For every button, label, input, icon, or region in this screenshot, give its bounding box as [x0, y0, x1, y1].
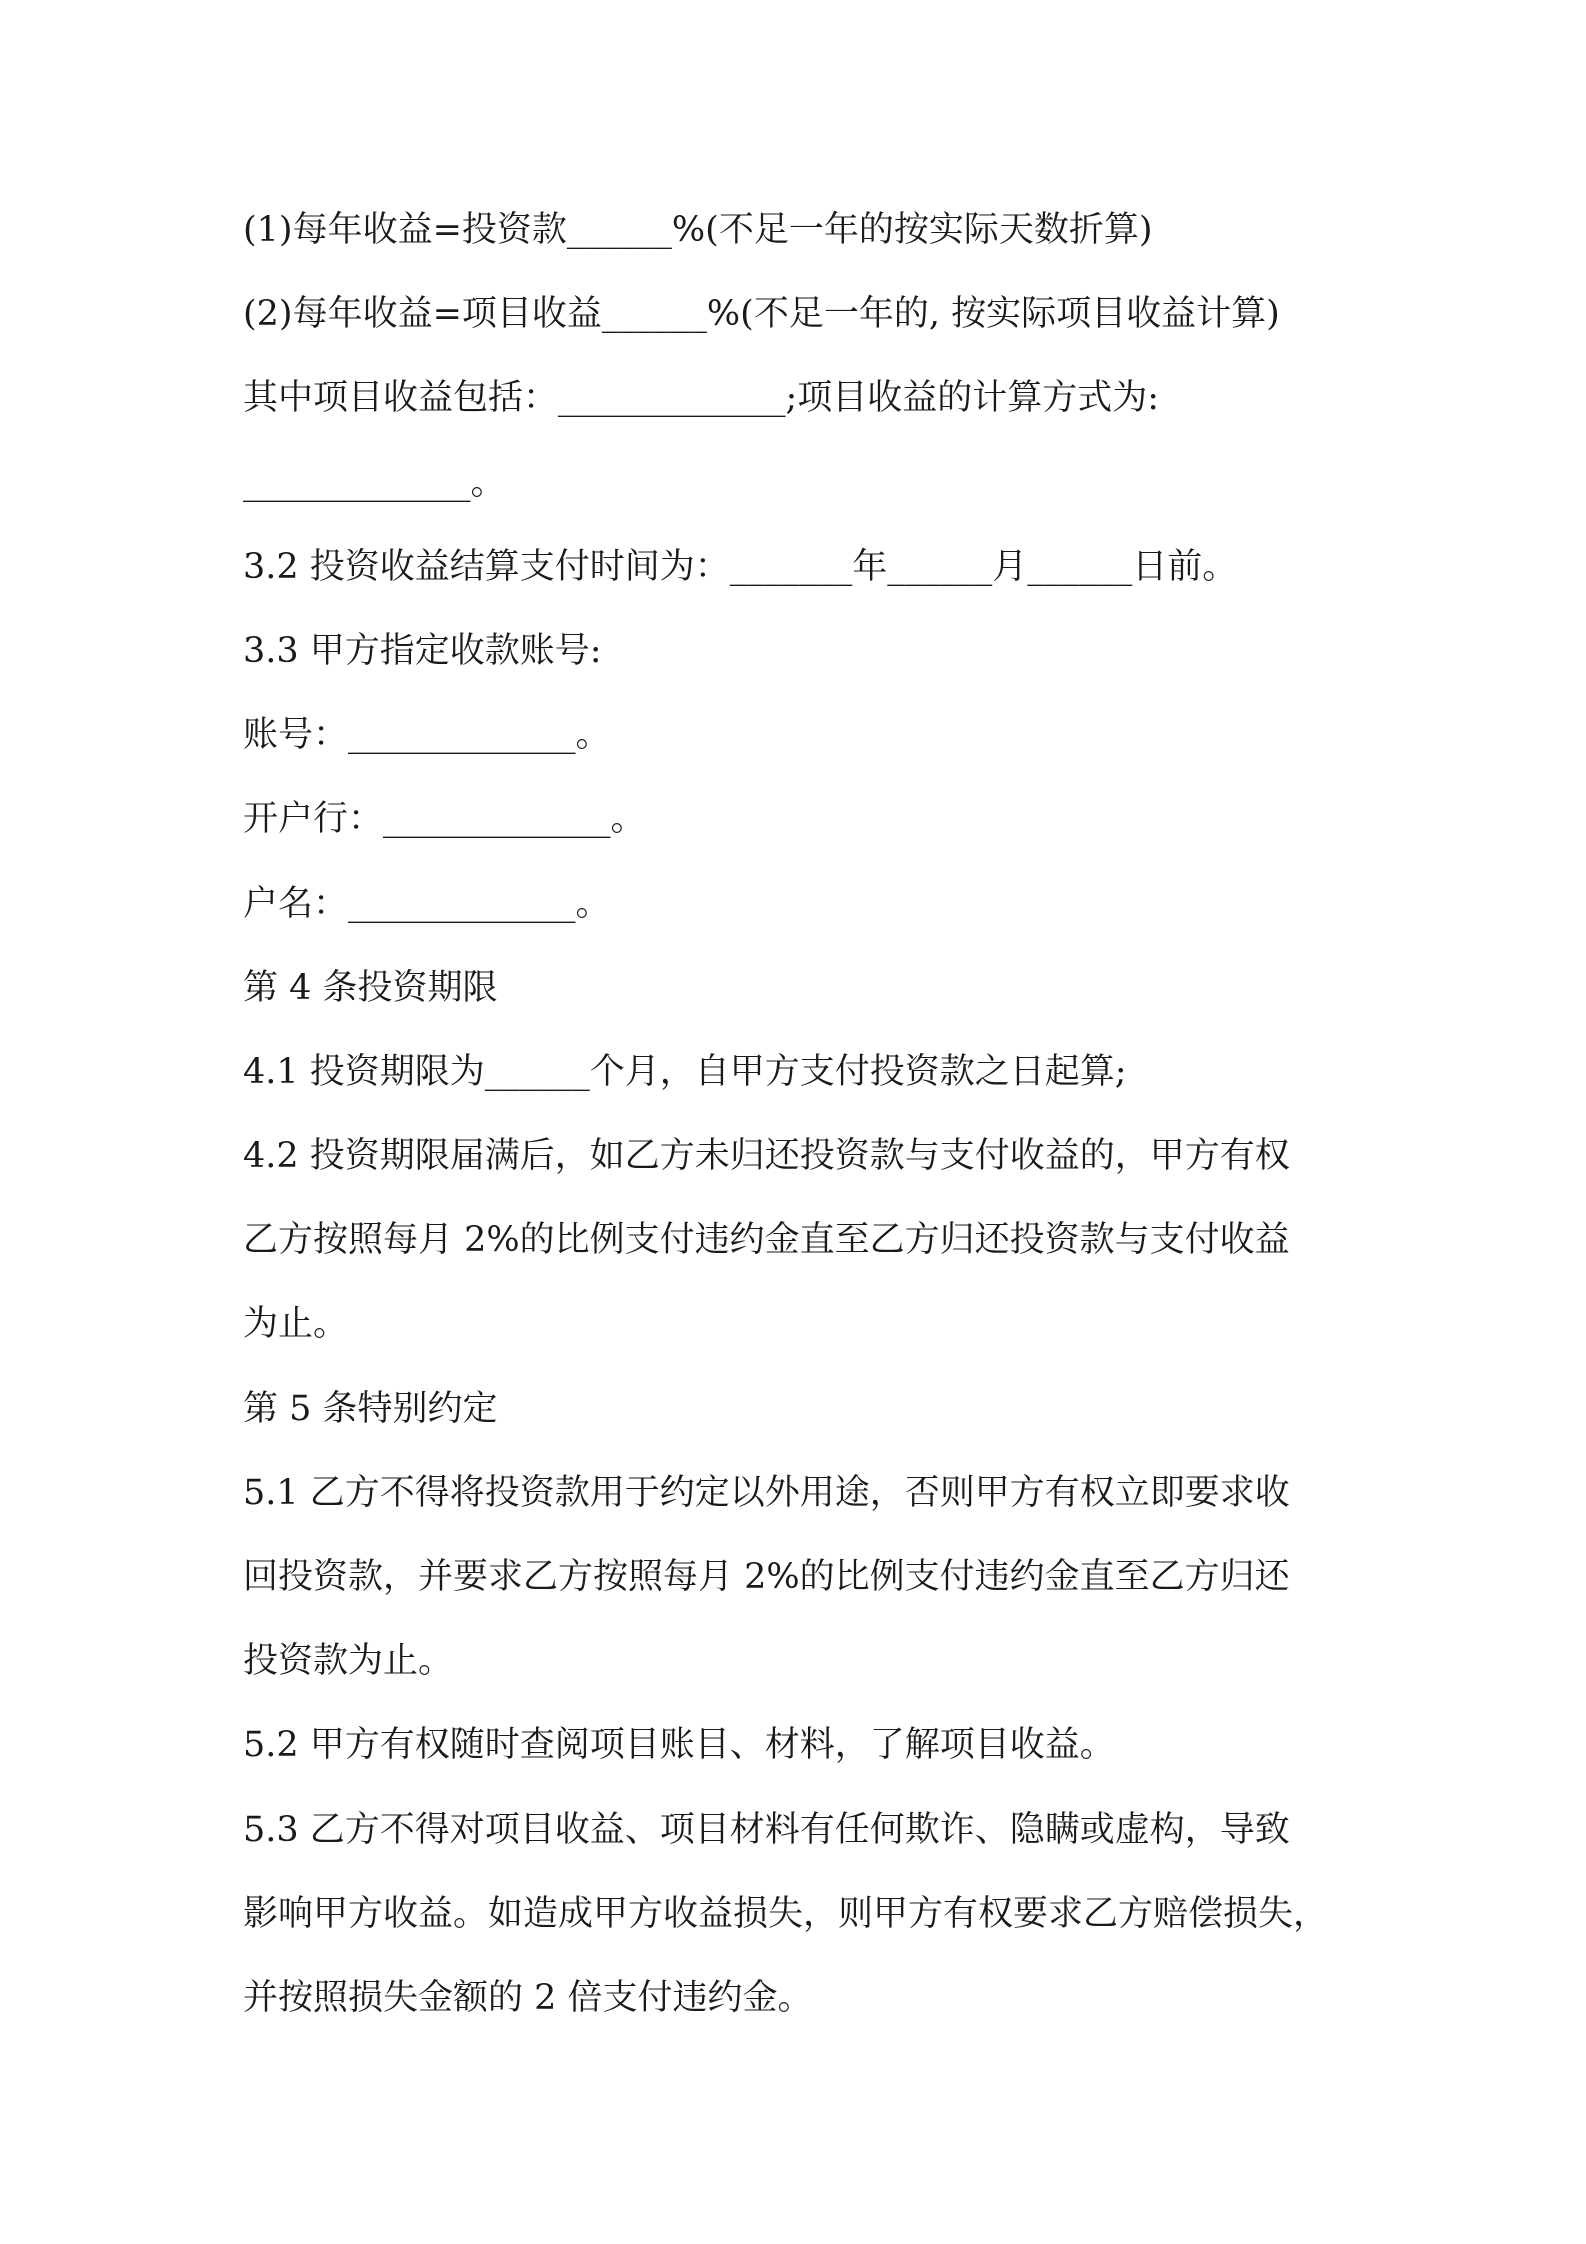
- document-body: [243, 198, 1358, 2050]
- clause-5-1-line-3: 投资款为止。: [243, 1641, 454, 1682]
- text-line-income-formula-1: (1)每年收益=投资款______%(不足一年的按实际天数折算): [243, 210, 1153, 250]
- clause-5-2: 5.2 甲方有权随时查阅项目账目、材料，了解项目收益。: [243, 1725, 1115, 1766]
- text-line-account-holder: 户名：_____________。: [243, 883, 611, 924]
- text-line-income-formula-2: (2)每年收益=项目收益______%(不足一年的, 按实际项目收益计算): [243, 294, 1280, 335]
- section-heading-article-5: 第 5 条特别约定: [243, 1388, 498, 1429]
- clause-4-1: 4.1 投资期限为______个月，自甲方支付投资款之日起算;: [243, 1051, 1127, 1092]
- clause-5-3-line-1: 5.3 乙方不得对项目收益、项目材料有任何欺诈、隐瞒或虚构，导致: [243, 1809, 1290, 1850]
- text-line-bank-name: 开户行：_____________。: [243, 799, 646, 840]
- clause-4-2-line-2: 乙方按照每月 2%的比例支付违约金直至乙方归还投资款与支付收益: [243, 1220, 1290, 1261]
- text-line-project-income-items: 其中项目收益包括：_____________;项目收益的计算方式为:: [243, 378, 1160, 419]
- clause-4-2-line-3: 为止。: [243, 1304, 349, 1345]
- clause-5-1-line-1: 5.1 乙方不得将投资款用于约定以外用途，否则甲方有权立即要求收: [243, 1472, 1290, 1513]
- clause-5-3-line-2: 影响甲方收益。如造成甲方收益损失，则甲方有权要求乙方赔偿损失，: [243, 1893, 1329, 1934]
- clause-5-3-line-3: 并按照损失金额的 2 倍支付违约金。: [243, 1977, 813, 2018]
- clause-4-2-line-1: 4.2 投资期限届满后，如乙方未归还投资款与支付收益的，甲方有权: [243, 1136, 1290, 1177]
- clause-3-2: 3.2 投资收益结算支付时间为：_______年______月______日前。: [243, 546, 1238, 587]
- clause-3-3: 3.3 甲方指定收款账号:: [243, 630, 602, 671]
- text-line-account-number: 账号：_____________。: [243, 715, 611, 756]
- clause-5-1-line-2: 回投资款，并要求乙方按照每月 2%的比例支付违约金直至乙方归还: [243, 1557, 1290, 1597]
- section-heading-article-4: 第 4 条投资期限: [243, 967, 498, 1008]
- text-line-calculation-method-blank: _____________。: [243, 462, 506, 503]
